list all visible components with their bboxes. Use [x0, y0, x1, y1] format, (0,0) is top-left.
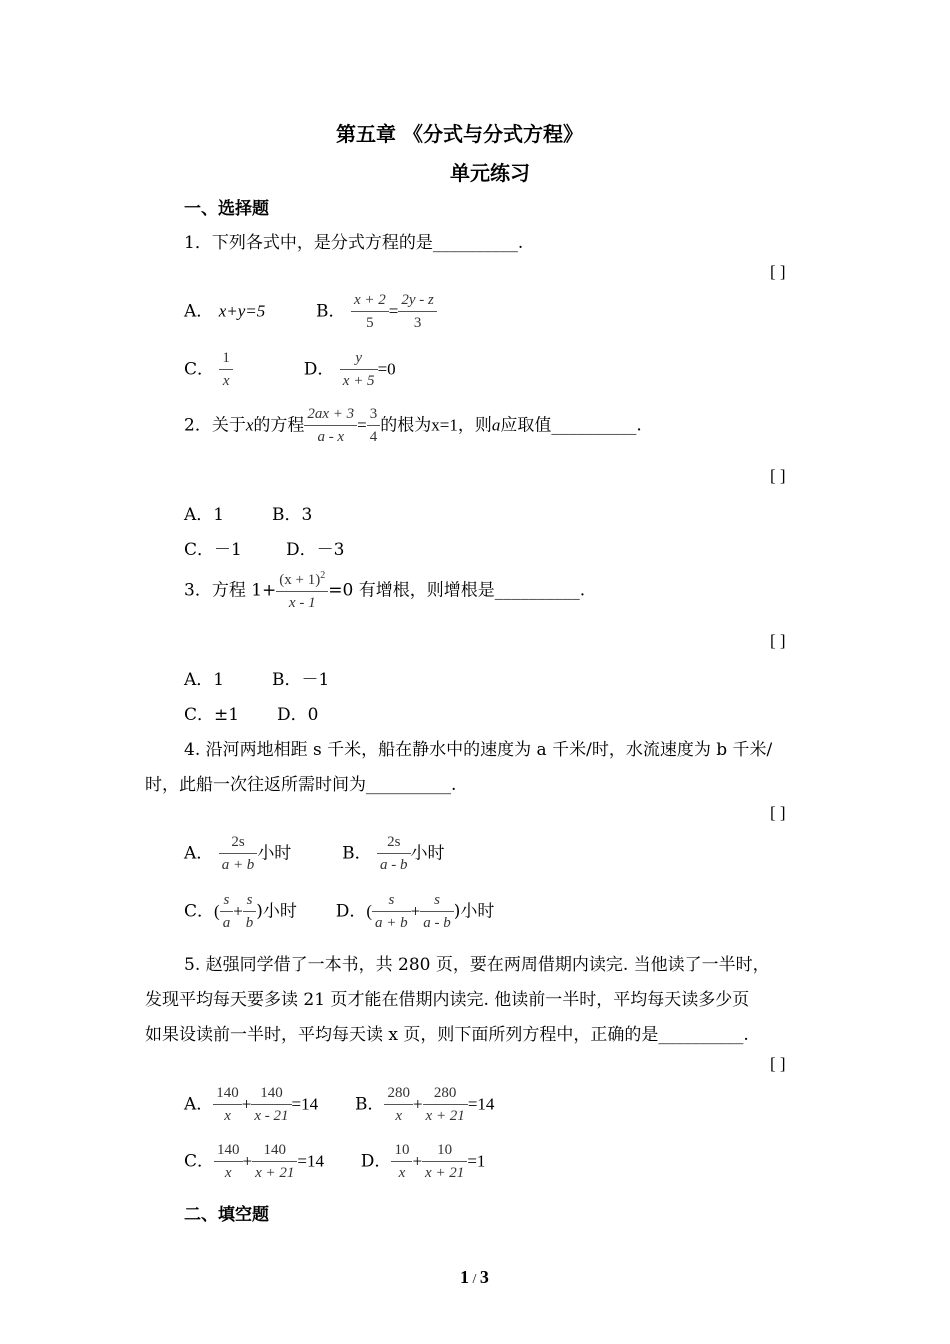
q2-stem-f: 应取值__________. [500, 415, 642, 436]
q5-b-plus: + [412, 1094, 423, 1114]
q5-c-label: C． [184, 1151, 215, 1172]
q5-b-frac1: $\frac{280}{x}$ [384, 1085, 413, 1125]
q1-c-frac: $\frac{1}{x}$ [219, 350, 233, 390]
page-separator: / [469, 1272, 480, 1287]
q3-stem [184, 570, 585, 612]
q5-stem-line3: 如果设读前一半时，平均每天读 x 页，则下面所列方程中，正确的是__________. [145, 1025, 749, 1045]
q5-c-frac1: $\frac{140}{x}$ [214, 1142, 243, 1182]
q5-b-frac2: $\frac{280}{x + 21}$ [423, 1085, 468, 1125]
q4-b-frac: $\frac{2s}{a - b}$ [377, 834, 411, 874]
q5-options-ab [184, 1085, 494, 1125]
q2-answer-bracket: [ ] [770, 466, 786, 485]
q4-a-unit: 小时 [257, 843, 292, 864]
q3-frac: $\frac{(x + 1)^2}{x - 1}$ [276, 570, 328, 612]
q2-stem-c: 的根为 [380, 415, 432, 436]
q1-d-tail: =0 [377, 359, 396, 379]
q1-answer-bracket: [ ] [770, 262, 786, 281]
q5-a-plus: + [241, 1094, 252, 1114]
q4-options-ab [184, 834, 445, 874]
q2-option-b: B．3 [272, 505, 313, 525]
q5-d-frac2: $\frac{10}{x + 21}$ [422, 1142, 467, 1182]
q5-c-frac2: $\frac{140}{x + 21}$ [252, 1142, 297, 1182]
q4-d-close: )小时 [453, 901, 495, 922]
q4-d-frac1: $\frac{s}{a + b}$ [372, 892, 411, 932]
q1-d-frac: $\frac{y}{x + 5}$ [340, 350, 378, 390]
q5-stem-line1: 5. 赵强同学借了一本书，共 280 页，要在两周借期内读完. 当他读了一半时， [184, 955, 770, 975]
q5-d-frac1: $\frac{10}{x}$ [391, 1142, 412, 1182]
q5-d-plus: + [412, 1151, 423, 1171]
q5-stem-line2: 发现平均每天要多读 21 页才能在借期内读完. 他读前一半时，平均每天读多少页 [145, 990, 750, 1010]
q1-c-label: C． [184, 359, 215, 380]
q5-c-plus: + [242, 1151, 253, 1171]
q4-c-label: C． [184, 901, 215, 922]
q3-option-d: D．0 [277, 705, 319, 725]
q5-answer-bracket: [ ] [770, 1054, 786, 1073]
q5-b-tail: =14 [467, 1094, 495, 1114]
section-choice-heading: 一、选择题 [184, 199, 269, 219]
q5-a-tail: =14 [291, 1094, 319, 1114]
q4-stem-line1: 4. 沿河两地相距 s 千米，船在静水中的速度为 a 千米/时，水流速度为 b 千米/ [184, 740, 773, 760]
q4-c-frac1: $\frac{s}{a}$ [220, 892, 234, 932]
q2-frac2: $\frac{3}{4}$ [367, 406, 381, 446]
q5-options-cd [184, 1142, 485, 1182]
q1-b-eq: = [388, 301, 399, 321]
chapter-title: 第五章 《分式与分式方程》 [336, 122, 583, 146]
q2-frac1: $\frac{2ax + 3}{a - x}$ [304, 406, 357, 446]
q2-option-a: A．1 [184, 505, 225, 525]
q5-b-label: B． [354, 1094, 385, 1115]
q4-options-cd [184, 892, 494, 932]
q4-b-label: B． [342, 843, 372, 864]
q5-c-tail: =14 [297, 1151, 324, 1171]
q1-b-label: B． [316, 301, 346, 322]
q2-option-d: D．－3 [286, 540, 345, 560]
q4-d-frac2: $\frac{s}{a - b}$ [420, 892, 454, 932]
q2-stem-d: x=1，则 [431, 415, 492, 435]
q2-eq: = [357, 415, 367, 435]
q4-c-close: )小时 [256, 901, 297, 922]
q4-d-plus: + [410, 901, 421, 921]
q4-c-open: ( [214, 901, 220, 921]
q5-a-frac2: $\frac{140}{x - 21}$ [251, 1085, 291, 1125]
page-total: 3 [479, 1267, 489, 1287]
q1-a-label: A． [184, 301, 214, 322]
q4-stem-line2: 时，此船一次往返所需时间为__________. [145, 775, 457, 795]
q2-stem [184, 406, 642, 446]
q4-a-label: A． [184, 843, 214, 864]
page-number [460, 1267, 489, 1288]
q3-stem-b: =0 有增根，则增根是__________. [328, 580, 586, 601]
q3-option-c: C．±1 [184, 705, 240, 725]
q5-a-label: A． [184, 1094, 214, 1115]
q4-d-label: D． [335, 901, 367, 922]
q3-option-b: B．－1 [272, 670, 330, 690]
q1-options-cd [184, 350, 396, 390]
q5-d-label: D． [360, 1151, 392, 1172]
q3-option-a: A．1 [184, 670, 225, 690]
q2-stem-e: a [491, 415, 501, 435]
q1-b-frac2: $\frac{2y - z}{3}$ [398, 292, 437, 332]
q1-a-expr: x+y=5 [218, 301, 266, 321]
q2-stem-x: x [245, 415, 254, 435]
q1-b-frac1: $\frac{x + 2}{5}$ [351, 292, 389, 332]
q4-a-frac: $\frac{2s}{a + b}$ [219, 834, 258, 874]
q1-d-label: D． [303, 359, 335, 380]
q2-stem-a: 2．关于 [184, 415, 246, 436]
q5-d-tail: =1 [467, 1151, 486, 1171]
q2-option-c: C．－1 [184, 540, 242, 560]
q1-stem: 1．下列各式中，是分式方程的是__________. [184, 233, 524, 253]
q5-a-frac1: $\frac{140}{x}$ [213, 1085, 242, 1125]
q2-stem-b: 的方程 [253, 415, 305, 436]
q4-b-unit: 小时 [410, 843, 445, 864]
q4-answer-bracket: [ ] [770, 803, 786, 822]
q4-c-plus: + [233, 901, 243, 921]
subtitle: 单元练习 [450, 161, 530, 185]
q1-options-ab [184, 292, 437, 332]
q3-stem-a: 3．方程 1+ [184, 580, 277, 601]
section-fill-heading: 二、填空题 [184, 1205, 269, 1225]
q3-answer-bracket: [ ] [770, 631, 786, 650]
q4-d-open: ( [366, 901, 373, 921]
page-current: 1 [460, 1267, 469, 1287]
q4-c-frac2: $\frac{s}{b}$ [243, 892, 257, 932]
